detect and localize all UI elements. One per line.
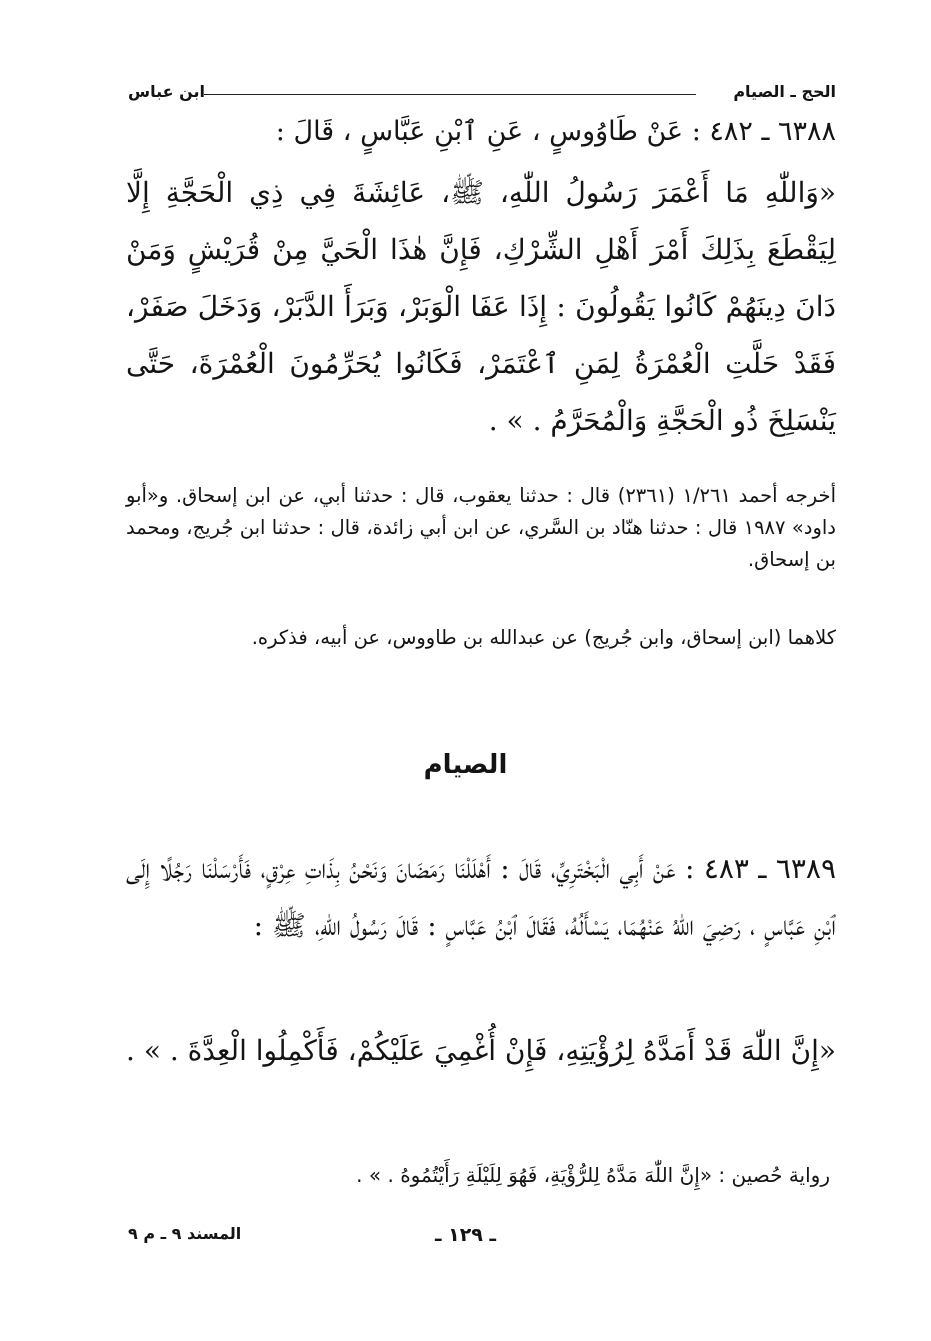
printer-signature: المسند ٩ ـ م ٩: [128, 1224, 242, 1243]
running-head: [128, 82, 836, 108]
hadith-482-takhrij-chain: كلاهما (ابن إسحاق، وابن جُريج) عن عبدالله بن طاووس، عن أبيه، فذكره.: [251, 626, 836, 649]
hadith-483-matn: «إِنَّ اللّٰهَ قَدْ أَمَدَّهُ لِرُؤْيَتِهِ، فَإِنْ أُغْمِيَ عَلَيْكُمْ، فَأَكْمِلُوا الْعِدَّةَ . » .: [126, 1034, 836, 1067]
hadith-483-riwaya: رواية حُصين : «إِنَّ اللّٰهَ مَدَّهُ لِلرُّؤْيَةِ، فَهُوَ لِلَيْلَةِ رَأَيْتُمُوهُ . » .: [356, 1163, 830, 1187]
section-title: الصيام: [423, 750, 508, 780]
hadith-482-matn: «وَاللّٰهِ مَا أَعْمَرَ رَسُولُ اللّٰهِ، ﷺ، عَائِشَةَ فِي ذِي الْحَجَّةِ إِلَّا لِيَقْطَعَ بِذَلِكَ أَمْرَ أَهْلِ الشِّرْكِ، فَإِنَّ هٰذَا الْحَيَّ مِنْ قُرَيْشٍ وَمَنْ دَانَ دِينَهُمْ كَانُوا يَقُولُونَ : إِذَا عَفَا الْوَبَرْ، وَبَرَأَ الدَّبَرْ، وَدَخَلَ صَفَرْ، فَقَدْ حَلَّتِ الْعُمْرَةُ لِمَنِ ٱعْتَمَرْ، فَكَانُوا يُحَرِّمُونَ الْعُمْرَةَ، حَتَّى يَنْسَلِخَ ذُو الْحَجَّةِ وَالْمُحَرَّمُ . » .: [126, 176, 836, 437]
running-head-chapter: الحج ـ الصيام: [733, 82, 836, 101]
running-head-rule: [204, 94, 696, 95]
page-number: ـ ١٢٩ ـ: [434, 1224, 496, 1246]
hadith-482-takhrij-sources: أخرجه أحمد ١/٢٦١ (٢٣٦١) قال : حدثنا يعقوب، قال : حدثنا أبي، عن ابن إسحاق. و«أبو داود» ١٩٨٧ قال : حدثنا هنّاد بن السَّري، عن ابن أبي زائدة، قال : حدثنا ابن جُريج، ومحمد بن إسحاق.: [126, 484, 836, 571]
hadith-482-heading: ٦٣٨٨ ـ ٤٨٢ : عَنْ طَاوُوسٍ ، عَنِ ٱبْنِ عَبَّاسٍ ، قَالَ :: [275, 116, 836, 147]
running-head-companion: ابن عباس: [128, 82, 206, 101]
hadith-483-heading: ٦٣٨٩ ـ ٤٨٣ : عَنْ أَبِي الْبَخْتَرِيِّ، قَالَ : أَهْلَلْنَا رَمَضَانَ وَنَحْنُ بِذَاتِ عِرْقٍ، فَأَرْسَلْنَا رَجُلًا إِلَى ٱبْنِ عَبَّاسٍ ، رَضِيَ اللّٰهُ عَنْهُمَا، يَسْأَلُهُ، فَقَالَ ٱبْنُ عَبَّاسٍ : قَالَ رَسُولُ اللّٰهِ، ﷺ :: [126, 852, 836, 942]
